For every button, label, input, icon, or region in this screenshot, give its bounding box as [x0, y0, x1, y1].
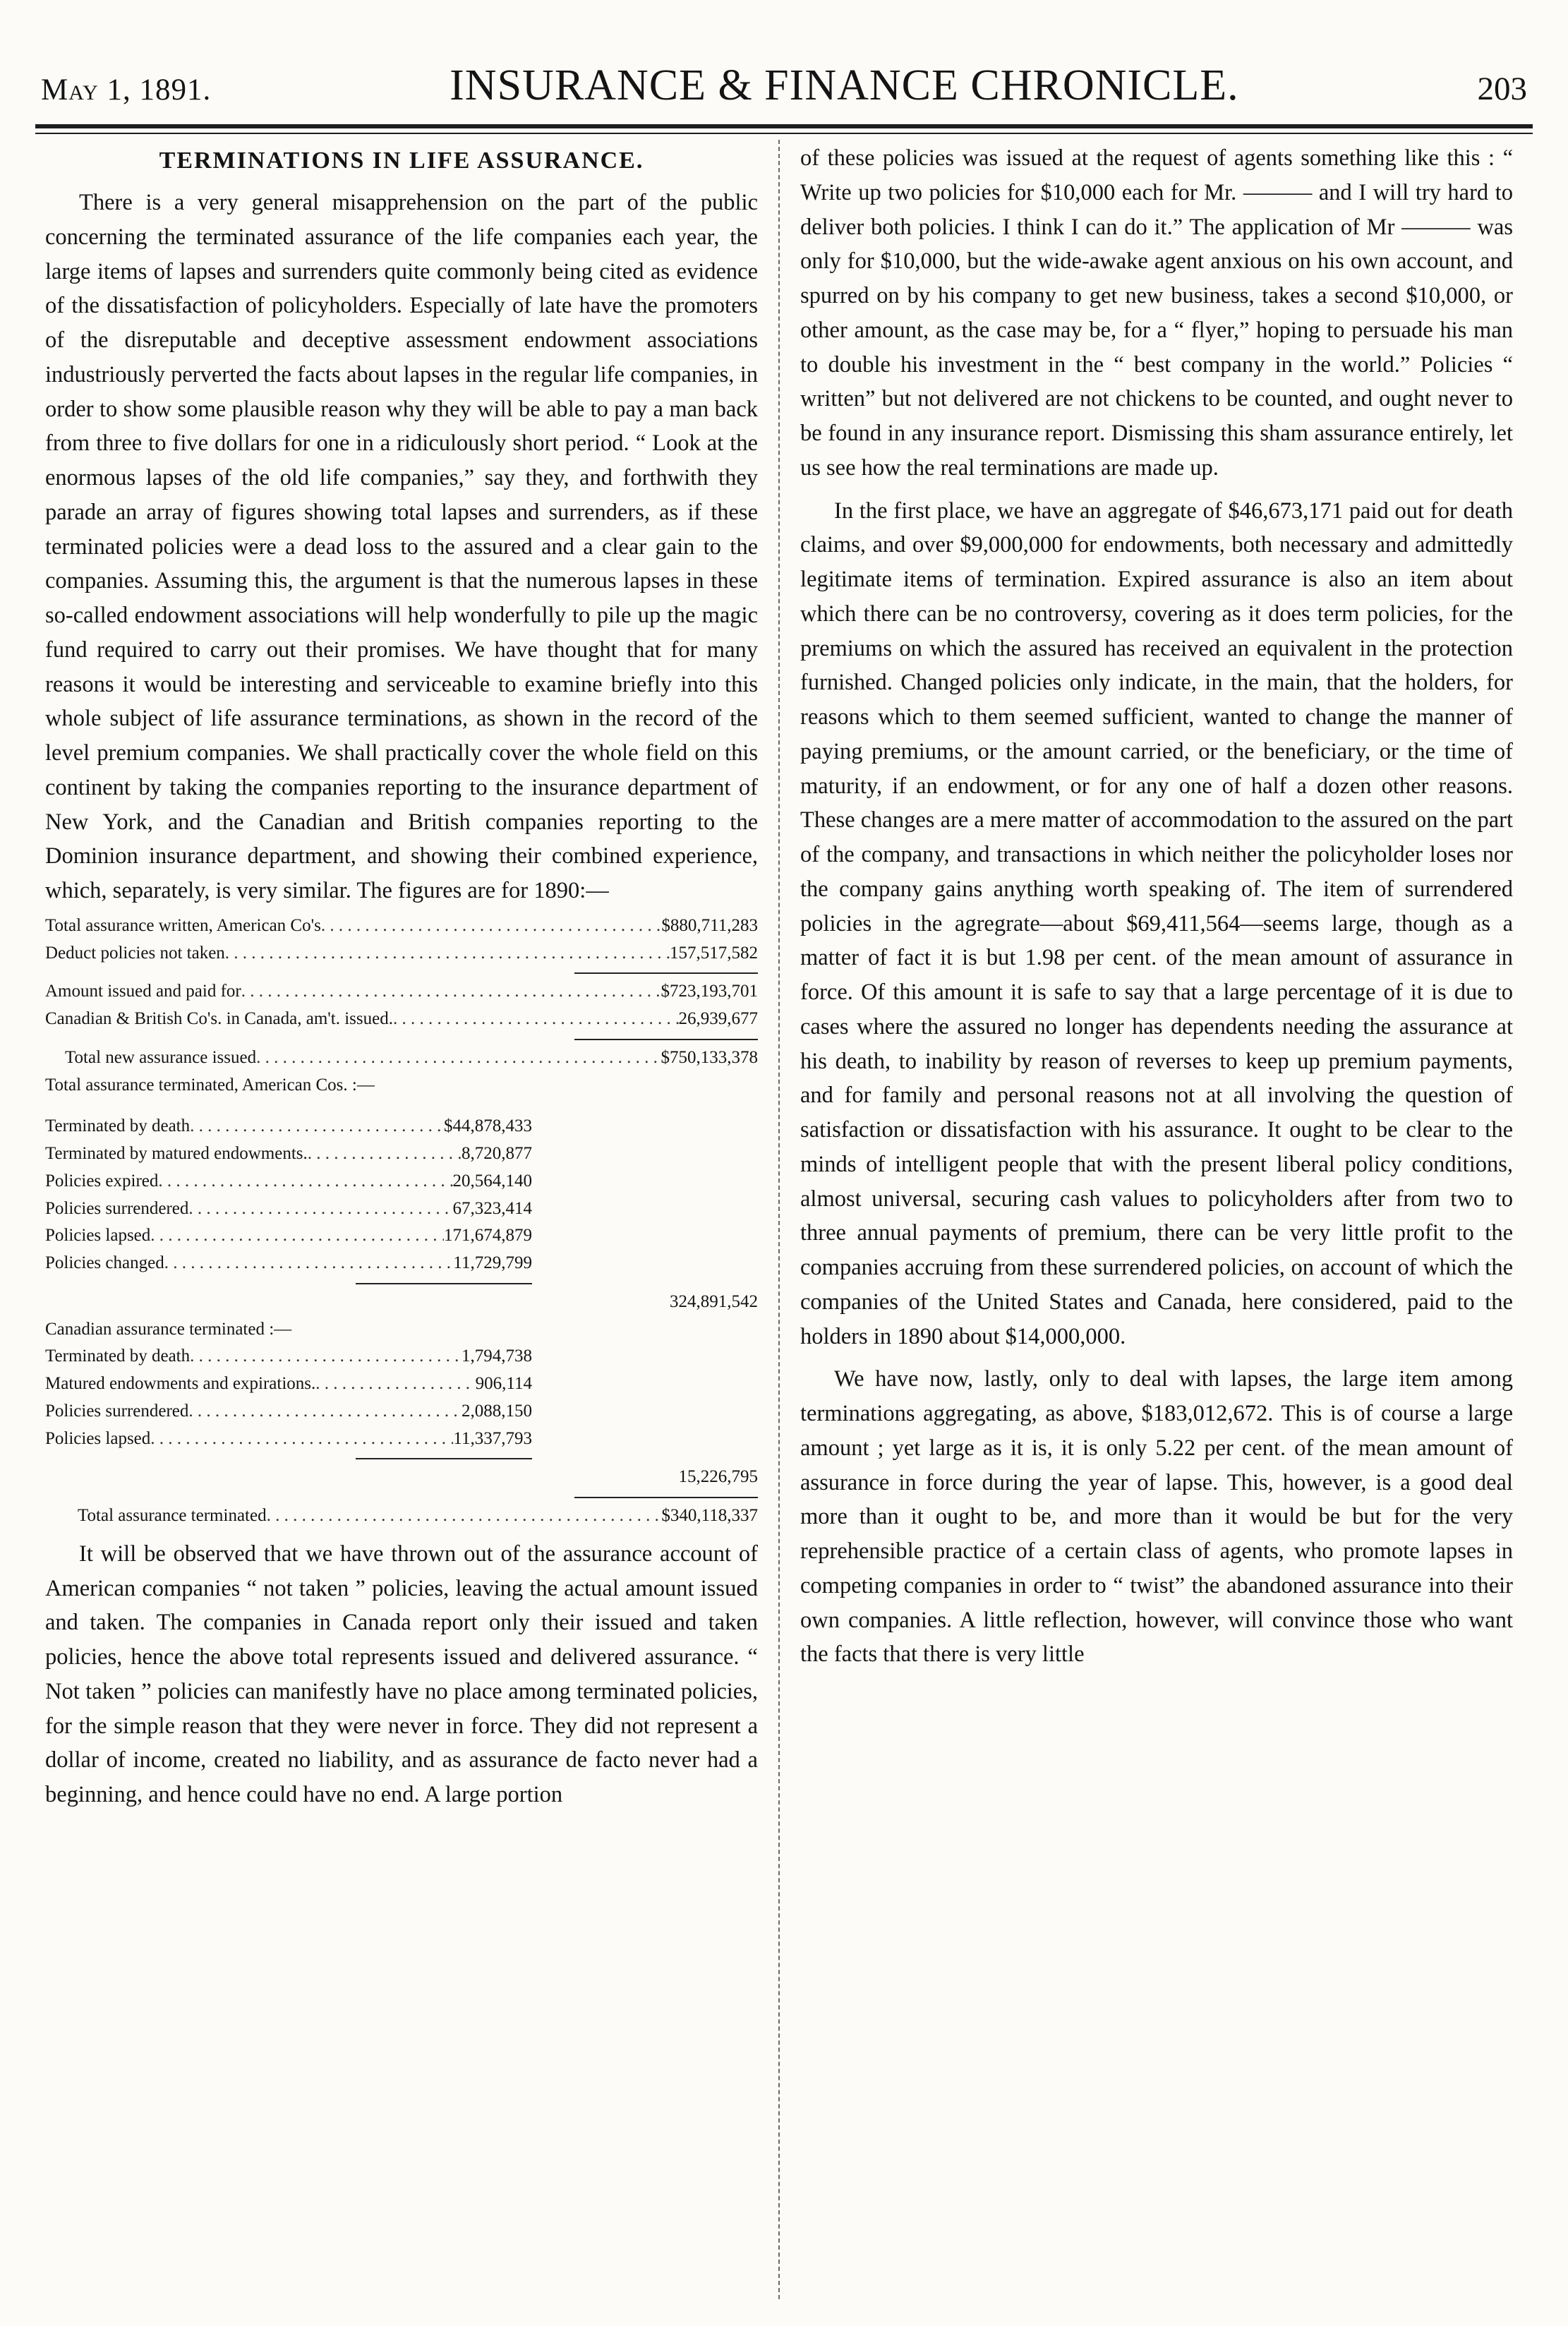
ledger-row — [45, 1006, 758, 1033]
page-number: 203 — [1477, 71, 1527, 107]
ledger-label: Canadian & British Co's. in Canada, am't. issued. — [45, 1009, 393, 1028]
leader-dots — [164, 1250, 454, 1277]
ledger-row — [45, 1370, 532, 1398]
leader-dots — [188, 1398, 462, 1426]
ledger-label: Policies changed — [45, 1253, 164, 1272]
canadian-total: 15,226,795 — [678, 1467, 758, 1487]
grand-total-row — [45, 1502, 758, 1530]
issue-date: May 1, 1891. — [41, 73, 212, 107]
ledger-amount: $44,878,433 — [444, 1116, 532, 1136]
leader-dots — [267, 1502, 662, 1530]
article-paragraph: We have now, lastly, only to deal with lapses, the large item among terminations aggregating, as above, $183,012,672. This is of course a large amount ; yet large as it is, it is only 5.22 per cent. of the mean amount of assurance in force during the year of lapse. This, however, is a good deal more than it ought to be, and more than it would be but for the very reprehensible practice of a certain class of agents, who promote lapses in competing companies in order to “ twist” the abandoned assurance into their own companies. A little reflection, however, will convince those who want the facts that there is very little — [800, 1366, 1513, 1668]
ledger-label: Total assurance terminated, American Cos. :— — [45, 1075, 375, 1095]
ledger-row — [45, 1250, 532, 1277]
header-rule-thick — [35, 124, 1533, 128]
ledger-row — [45, 1195, 532, 1223]
ledger-label: Policies surrendered — [45, 1401, 189, 1421]
left-column — [45, 141, 758, 1812]
ledger-heading — [45, 1316, 758, 1344]
leader-dots — [241, 978, 661, 1006]
leader-dots — [158, 1168, 452, 1195]
leader-dots — [190, 1343, 462, 1370]
page-header — [41, 61, 1527, 121]
ledger-row — [45, 940, 758, 968]
ledger-label: Total assurance terminated — [78, 1506, 267, 1525]
leader-dots — [256, 1044, 661, 1072]
ledger-row — [45, 1222, 532, 1250]
ledger-label: Total new assurance issued — [65, 1047, 257, 1067]
ledger-amount: 8,720,877 — [462, 1144, 532, 1163]
ledger-label: Terminated by matured endowments. — [45, 1144, 308, 1163]
article-paragraph: There is a very general misapprehension on the part of the public concerning the terminated assurance of the life companies each year, the large items of lapses and surrenders quite commonly being cited as evidence of the dissatisfaction of policyholders. Especially of late have the promoters of the disreputable and deceptive assessment endowment associations industriously perverted the facts about lapses in the regular life companies, in order to show some plausible reason why they will be able to pay a man back from three to five dollars for one in a ridiculously short period. “ Look at the enormous lapses of the old life companies,” say they, and forthwith they parade an array of figures showing total lapses and surrenders, as if these terminated policies were a dead loss to the assured and a clear gain to the companies. Assuming this, the argument is that the numerous lapses in these so-called endowment associations will help wonderfully to pile up the magic fund required to carry out their promises. We have thought that for many reasons it would be interesting and serviceable to examine briefly into this whole subject of life assurance terminations, as shown in the record of the level premium companies. We shall practically cover the whole field on this continent by taking the companies reporting to the insurance department of New York, and the Canadian and British companies reporting to the Dominion insurance department, and showing their combined experience, which, separately, is very similar. The figures are for 1890:— — [45, 190, 758, 903]
ledger-amount: 26,939,677 — [678, 1009, 758, 1028]
ledger-amount: 11,729,799 — [453, 1253, 532, 1272]
ledger-row — [45, 978, 758, 1006]
leader-dots — [225, 940, 670, 968]
ledger-row — [45, 1398, 532, 1426]
ledger-row — [45, 1113, 532, 1140]
ledger-amount: $880,711,283 — [661, 915, 758, 935]
ledger-amount: $723,193,701 — [661, 982, 758, 1001]
ledger-label: Terminated by death — [45, 1346, 191, 1366]
header-rule-thin — [35, 133, 1533, 134]
ledger-rule — [574, 1039, 758, 1040]
ledger-row — [45, 1343, 532, 1370]
article-paragraph: It will be observed that we have thrown out of the assurance account of American companies “ not taken ” policies, leaving the actual amount issued and taken. The companies in Canada report only their issued and taken policies, hence the above total represents issued and delivered assurance. “ Not taken ” policies can manifestly have no place among terminated policies, for the simple reason that they were never in force. They did not represent a dollar of income, created no liability, and as assurance de facto never had a beginning, and hence could have no end. A large portion — [45, 1541, 758, 1807]
leader-dots — [308, 1140, 462, 1168]
leader-dots — [150, 1426, 453, 1453]
ledger-heading — [45, 1072, 758, 1099]
ledger-amount: 1,794,738 — [462, 1346, 532, 1366]
american-total: 324,891,542 — [670, 1291, 758, 1311]
ledger-rule — [574, 1497, 758, 1498]
article-paragraph: of these policies was issued at the request of agents something like this : “ Write up two policies for $10,000 each for Mr. ——— and I will try hard to deliver both policies. I think I can do it.” The application of Mr ——— was only for $10,000, but the wide-awake agent anxious on his own account, and spurred on by his company to get new business, takes a second $10,000, or other amount, as the case may be, for a “ flyer,” hoping to persuade his man to double his investment in the “ best company in the world.” Policies “ written” but not delivered are not chickens to be counted, and ought never to be found in any insurance report. Dismissing this sham assurance entirely, let us see how the real terminations are made up. — [800, 145, 1513, 481]
ledger-label: Amount issued and paid for — [45, 982, 241, 1001]
ledger-amount: 2,088,150 — [462, 1401, 532, 1421]
ledger-amount: 11,337,793 — [453, 1428, 532, 1448]
ledger-label: Policies surrendered — [45, 1198, 189, 1218]
ledger-label: Policies lapsed — [45, 1226, 151, 1246]
ledger-amount: 171,674,879 — [444, 1226, 532, 1246]
ledger-amount: 157,517,582 — [670, 943, 758, 963]
ledger-row — [45, 1044, 758, 1072]
ledger-label: Canadian assurance terminated :— — [45, 1319, 292, 1339]
publication-title: INSURANCE & FINANCE CHRONICLE. — [450, 61, 1239, 109]
leader-dots — [315, 1370, 475, 1398]
canadian-terminations — [45, 1343, 532, 1452]
ledger-row — [45, 912, 758, 940]
ledger-label: Terminated by death — [45, 1116, 191, 1136]
american-terminations — [45, 1113, 532, 1277]
leader-dots — [188, 1195, 452, 1223]
ledger-rule — [574, 972, 758, 974]
ledger-row — [45, 1426, 532, 1453]
ledger-amount: 906,114 — [475, 1374, 532, 1393]
article-paragraph: In the first place, we have an aggregate of $46,673,171 paid out for death claims, and over $9,000,000 for endowments, both necessary and admittedly legitimate items of termination. Expired assurance is also an item about which there can be no controversy, covering as it does term policies, for the premiums on which the assured has received an equivalent in the protection furnished. Changed policies only indicate, in the main, that the holders, for reasons which to them seemed sufficient, wanted to change the manner of paying premiums, or the amount carried, or the beneficiary, or the time of maturity, if an endowment, or for any one of half a dozen other reasons. These changes are a mere matter of accommodation to the assured on the part of the company, and transactions in which neither the policyholder loses nor the company gains anything worth speaking of. The item of surrendered policies in the agregrate—about $69,411,564—seems large, though as a matter of fact it is but 1.98 per cent. of the mean amount of assurance in force. Of this amount it is safe to say that a large percentage of it is due to cases where the assured no longer has dependents needing the assurance at his death, to inability by reason of reverses to keep up premium payments, and for family and personal reasons not at all involving the question of satisfaction or dissatisfaction with his assurance. It ought to be clear to the minds of intelligent people that with the present liberal policy conditions, almost universal, securing cash values to policyholders after from two to three annual payments of premium, there can be very little profit to the companies accruing from these surrendered policies, on account of which the companies of the United States and Canada, here considered, paid to the holders in 1890 about $14,000,000. — [800, 498, 1513, 1349]
leader-dots — [150, 1222, 444, 1250]
article-title: TERMINATIONS IN LIFE ASSURANCE. — [159, 147, 644, 174]
ledger-rule — [356, 1458, 532, 1459]
terminations-ledger — [45, 912, 758, 1530]
ledger-label: Matured endowments and expirations. — [45, 1374, 316, 1393]
leader-dots — [393, 1006, 679, 1033]
ledger-amount: $750,133,378 — [661, 1047, 758, 1067]
column-divider — [778, 140, 780, 2299]
right-column — [800, 141, 1513, 1672]
ledger-row — [45, 1168, 532, 1195]
ledger-label: Policies lapsed — [45, 1428, 151, 1448]
ledger-label: Deduct policies not taken — [45, 943, 225, 963]
ledger-row — [45, 1140, 532, 1168]
ledger-amount: 20,564,140 — [452, 1171, 532, 1191]
ledger-amount: 67,323,414 — [452, 1198, 532, 1218]
ledger-amount: $340,118,337 — [661, 1506, 758, 1525]
ledger-label: Total assurance written, American Co's — [45, 915, 321, 935]
leader-dots — [190, 1113, 444, 1140]
leader-dots — [321, 912, 662, 940]
ledger-label: Policies expired — [45, 1171, 159, 1191]
ledger-rule — [356, 1283, 532, 1284]
